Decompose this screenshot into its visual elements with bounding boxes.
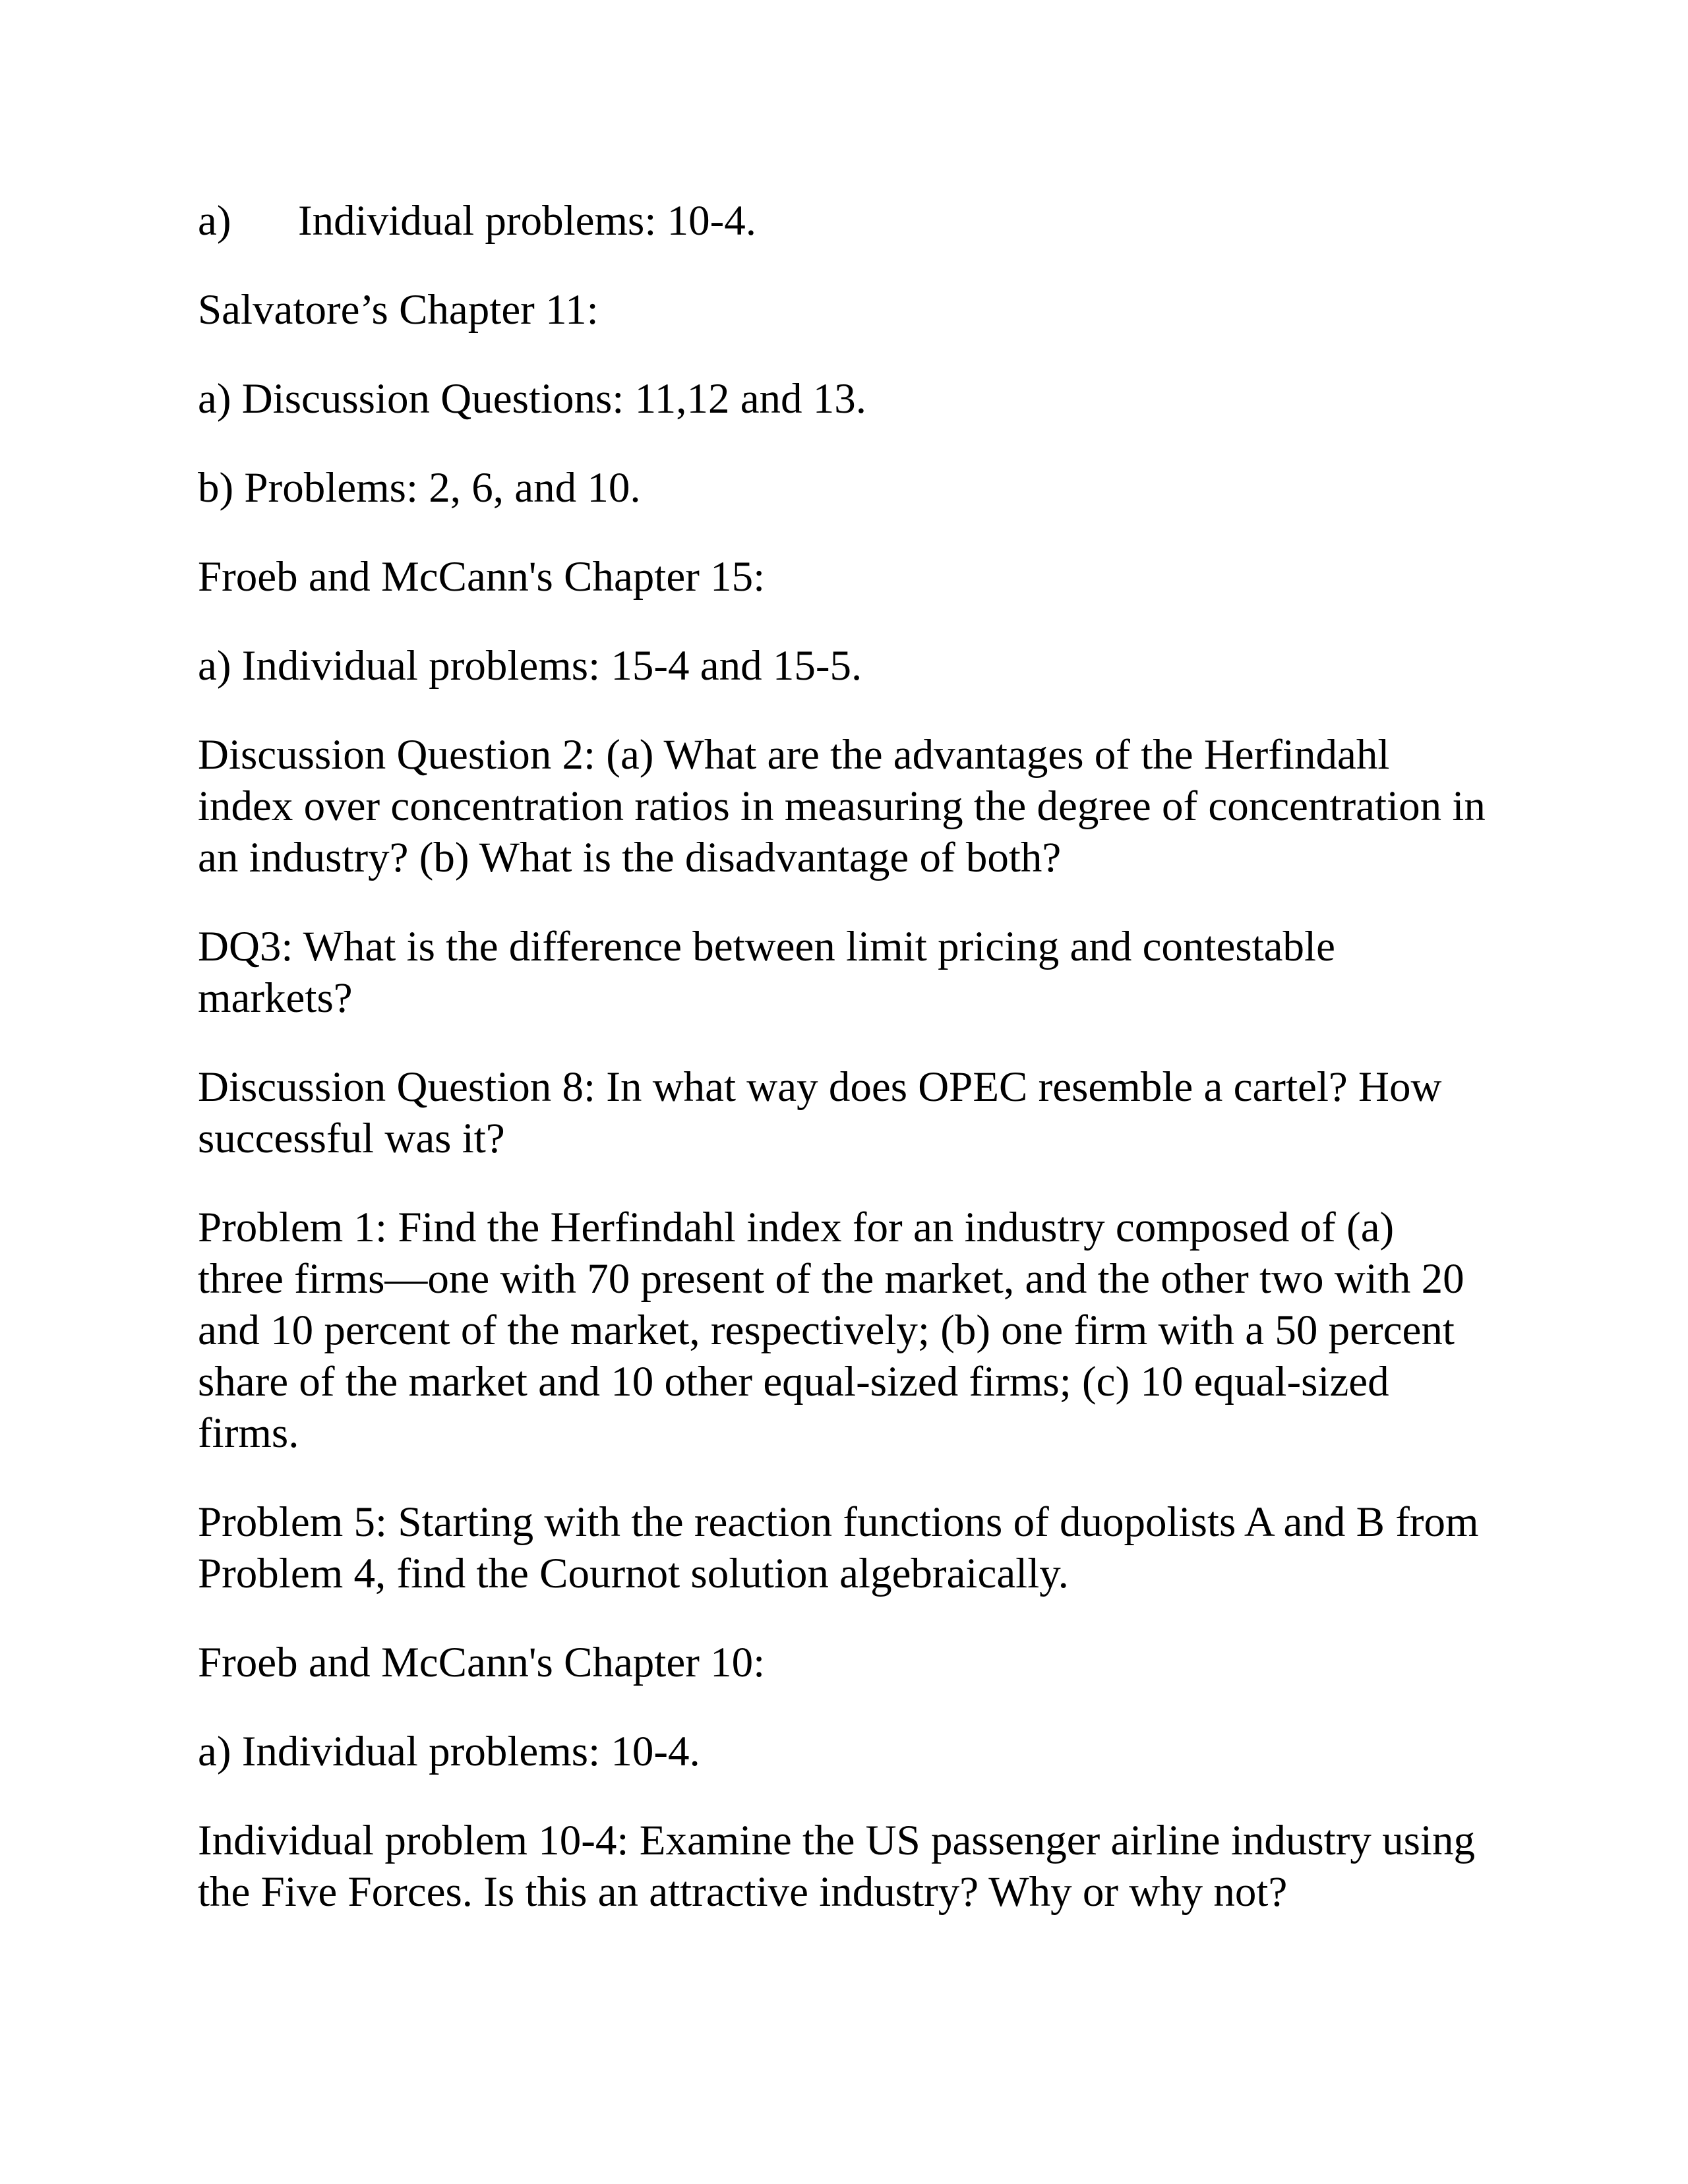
individual-problems-10-line: a) Individual problems: 10-4. bbox=[198, 1728, 700, 1775]
item-text: Individual problems: 10-4. bbox=[298, 197, 757, 245]
problems-line: b) Problems: 2, 6, and 10. bbox=[198, 464, 641, 512]
chapter-heading-froeb-15: Froeb and McCann's Chapter 15: bbox=[198, 553, 766, 601]
list-marker: a) bbox=[198, 197, 231, 245]
document-body bbox=[198, 195, 1490, 1918]
individual-problems-15-line: a) Individual problems: 15-4 and 15-5. bbox=[198, 642, 862, 690]
chapter-heading-froeb-10: Froeb and McCann's Chapter 10: bbox=[198, 1639, 766, 1686]
discussion-question-2: Discussion Question 2: (a) What are the advantages of the Herfindahl index over concentration ratios in measuring the degree of concentration in an industry? (b) What is the disadvantage of both? bbox=[198, 731, 1486, 881]
problem-1: Problem 1: Find the Herfindahl index for an industry composed of (a) three firms—one with 70 present of the market, and the other two with 20 and 10 percent of the market, respectively; (b) one firm with a 50 percent share of the market and 10 other equal-sized firms; (c) 10 equal-sized firms. bbox=[198, 1204, 1464, 1457]
discussion-question-8: Discussion Question 8: In what way does OPEC resemble a cartel? How successful was it? bbox=[198, 1063, 1442, 1162]
chapter-heading-salvatore-11: Salvatore’s Chapter 11: bbox=[198, 286, 599, 334]
problem-5: Problem 5: Starting with the reaction functions of duopolists A and B from Problem 4, find the Cournot solution algebraically. bbox=[198, 1498, 1479, 1597]
item-line-individual-problems bbox=[198, 195, 1490, 247]
individual-problem-10-4: Individual problem 10-4: Examine the US passenger airline industry using the Five Forces. Is this an attractive industry? Why or why not? bbox=[198, 1817, 1475, 1916]
discussion-questions-line: a) Discussion Questions: 11,12 and 13. bbox=[198, 375, 867, 423]
discussion-question-3: DQ3: What is the difference between limit pricing and contestable markets? bbox=[198, 923, 1335, 1022]
